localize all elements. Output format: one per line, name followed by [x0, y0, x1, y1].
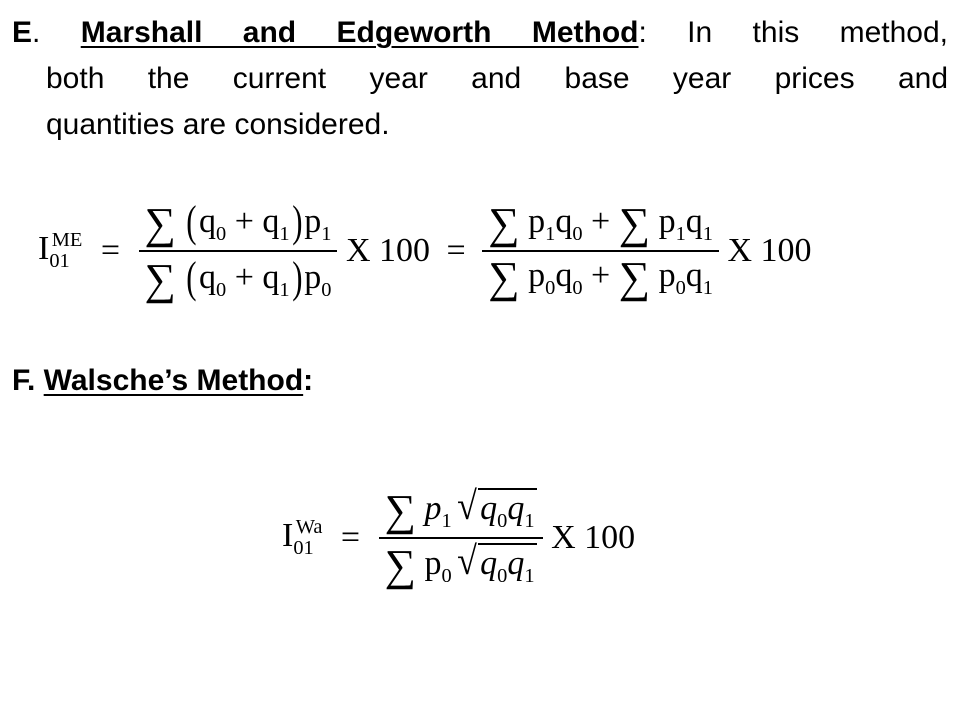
formula-wa-multiplier: X 100	[551, 519, 636, 556]
formula-me-equals: =	[100, 232, 120, 269]
formula-wa-index: $I_{01}^{Wa}$	[282, 516, 323, 559]
section-f-colon: :	[303, 364, 314, 397]
formula-me-index: $I_{01}^{ME}$	[38, 229, 83, 272]
formula-wa-equals: =	[340, 519, 361, 556]
formula-marshall-edgeworth	[38, 197, 812, 304]
formula-wa-fraction: $\frac{\sum p_1 √ q_0q_1}{\sum p_0 √ q_0q_1}$	[379, 488, 543, 588]
formula-me-multiplier-1: X 100	[345, 232, 431, 269]
formula-walsche	[282, 488, 635, 588]
section-f: F. Walsche’s Method:	[12, 364, 314, 397]
section-e-title: Marshall and Edgeworth Method	[80, 16, 639, 49]
section-e-line1: E. Marshall and Edgeworth Method: In this method,	[12, 16, 948, 49]
section-e-line3: quantities are considered.	[46, 108, 390, 141]
section-f-title: Walsche’s Method	[43, 364, 304, 397]
formula-me-equals-2: =	[446, 232, 466, 269]
section-e-letter: E	[12, 16, 33, 49]
section-e	[12, 10, 948, 148]
section-e-line2: both the current year and base year prices and	[46, 62, 948, 95]
formula-me-fraction-1: $\frac{\sum (q_0 + q_1)p_1}{\sum (q_0 + q_1)p_0}$	[139, 200, 338, 302]
section-f-letter: F	[12, 364, 27, 397]
section-e-line1-rest: : In this method,	[638, 16, 948, 49]
formula-me-fraction-2: $\frac{\sum p_1q_0 + \sum p_1q_1}{\sum p_0q_0 + \sum p_0q_1}$	[482, 202, 719, 300]
formula-me-multiplier-2: X 100	[727, 232, 812, 269]
